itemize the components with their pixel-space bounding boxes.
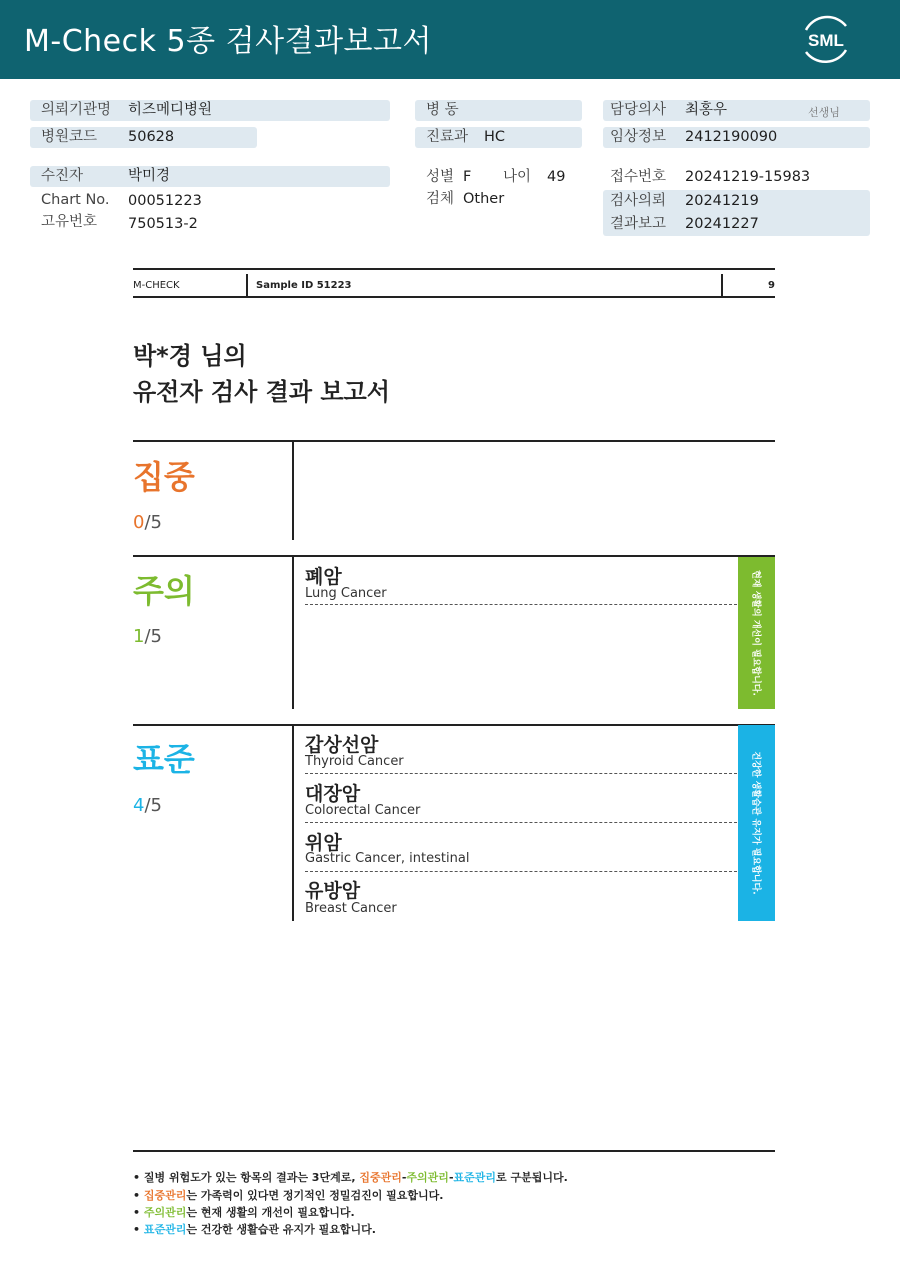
footer-line [133, 1150, 775, 1152]
caution-side-bar [738, 557, 775, 709]
report-date-value: 20241227 [685, 216, 759, 232]
section-intensive-count [133, 512, 162, 533]
age-label: 나이 [503, 169, 532, 185]
section-intensive-divider [292, 440, 294, 540]
item-divider [305, 604, 737, 605]
standard-item-ko: 갑상선암 [305, 734, 379, 756]
doctor-value: 최홍우 [685, 102, 728, 118]
hospital-code-value: 50628 [128, 129, 175, 145]
department-label: 진료과 [426, 129, 469, 145]
patient-field-bg [30, 166, 390, 187]
report-date-label: 결과보고 [610, 216, 667, 232]
sex-value: F [463, 169, 472, 185]
standard-item-ko: 유방암 [305, 880, 361, 902]
page-number: 9 [768, 280, 775, 291]
note-item: • 집중관리는 가족력이 있다면 정기적인 정밀검진이 필요합니다. [133, 1189, 444, 1202]
receipt-no-value: 20241219-15983 [685, 169, 811, 185]
clinical-info-label: 임상정보 [610, 129, 667, 145]
specimen-value: Other [463, 191, 505, 207]
strip-bottom-line [133, 296, 775, 298]
strip-top-line [133, 268, 775, 270]
report-heading-title: 유전자 검사 결과 보고서 [133, 378, 390, 406]
caution-item-en: Lung Cancer [305, 586, 387, 601]
section-caution-line [133, 555, 775, 557]
intensive-count-num: 0 [133, 512, 145, 533]
report-title: M-Check 5종 검사결과보고서 [24, 24, 432, 59]
caution-count-total: /5 [144, 626, 162, 647]
institution-value: 히즈메디병원 [128, 102, 213, 118]
institution-label: 의뢰기관명 [41, 102, 112, 118]
patient-label: 수진자 [41, 168, 84, 184]
standard-side-bar [738, 725, 775, 921]
ward-label: 병 동 [426, 102, 459, 118]
caution-count-num: 1 [133, 626, 145, 647]
note-item: • 표준관리는 건강한 생활습관 유지가 필요합니다. [133, 1223, 376, 1236]
chart-no-label: Chart No. [41, 192, 110, 208]
item-divider [305, 822, 737, 823]
chart-no-value: 00051223 [128, 193, 202, 209]
doctor-label: 담당의사 [610, 102, 667, 118]
caution-item-ko: 폐암 [305, 566, 342, 588]
standard-count-num: 4 [133, 795, 145, 816]
section-caution-divider [292, 555, 294, 709]
section-standard-divider [292, 724, 294, 921]
sample-id: Sample ID 51223 [256, 280, 352, 291]
standard-item-en: Colorectal Cancer [305, 803, 421, 818]
item-divider [305, 773, 737, 774]
standard-item-en: Thyroid Cancer [305, 754, 404, 769]
request-date-value: 20241219 [685, 193, 759, 209]
section-caution-title: 주의 [133, 572, 195, 610]
strip-separator [721, 274, 723, 296]
unique-no-value: 750513-2 [128, 216, 198, 232]
patient-value: 박미경 [128, 168, 171, 184]
section-intensive-title: 집중 [133, 458, 195, 496]
standard-item-ko: 대장암 [305, 783, 361, 805]
section-intensive-line [133, 440, 775, 442]
specimen-label: 검체 [426, 191, 455, 207]
logo-text: SML [808, 31, 844, 50]
hospital-code-label: 병원코드 [41, 129, 98, 145]
section-standard-line [133, 724, 775, 726]
caution-side-note: 현재 생활의 개선이 필요합니다. [750, 570, 760, 696]
request-date-label: 검사의뢰 [610, 193, 667, 209]
age-value: 49 [547, 169, 566, 185]
report-heading-name: 박*경 님의 [133, 342, 247, 370]
doctor-suffix: 선생님 [808, 106, 840, 119]
receipt-no-label: 접수번호 [610, 169, 667, 185]
intensive-count-total: /5 [144, 512, 162, 533]
strip-separator [246, 274, 248, 296]
note-item: • 주의관리는 현재 생활의 개선이 필요합니다. [133, 1206, 355, 1219]
standard-item-en: Gastric Cancer, intestinal [305, 851, 470, 866]
department-value: HC [484, 129, 506, 145]
item-divider [305, 871, 737, 872]
report-header [0, 0, 900, 79]
unique-no-label: 고유번호 [41, 214, 98, 230]
standard-side-note: 건강한 생활습관 유지가 필요합니다. [750, 751, 760, 895]
standard-item-en: Breast Cancer [305, 901, 397, 916]
section-caution-count [133, 626, 162, 647]
note-item: • 질병 위험도가 있는 항목의 결과는 3단계로, 집중관리-주의관리-표준관리로 구분됩니다. [133, 1171, 568, 1184]
standard-count-total: /5 [144, 795, 162, 816]
section-standard-count [133, 795, 162, 816]
clinical-info-value: 2412190090 [685, 129, 778, 145]
strip-label: M-CHECK [133, 280, 180, 291]
section-standard-title: 표준 [133, 740, 195, 778]
sex-label: 성별 [426, 169, 455, 185]
standard-item-ko: 위암 [305, 832, 342, 854]
sml-logo [796, 12, 856, 66]
